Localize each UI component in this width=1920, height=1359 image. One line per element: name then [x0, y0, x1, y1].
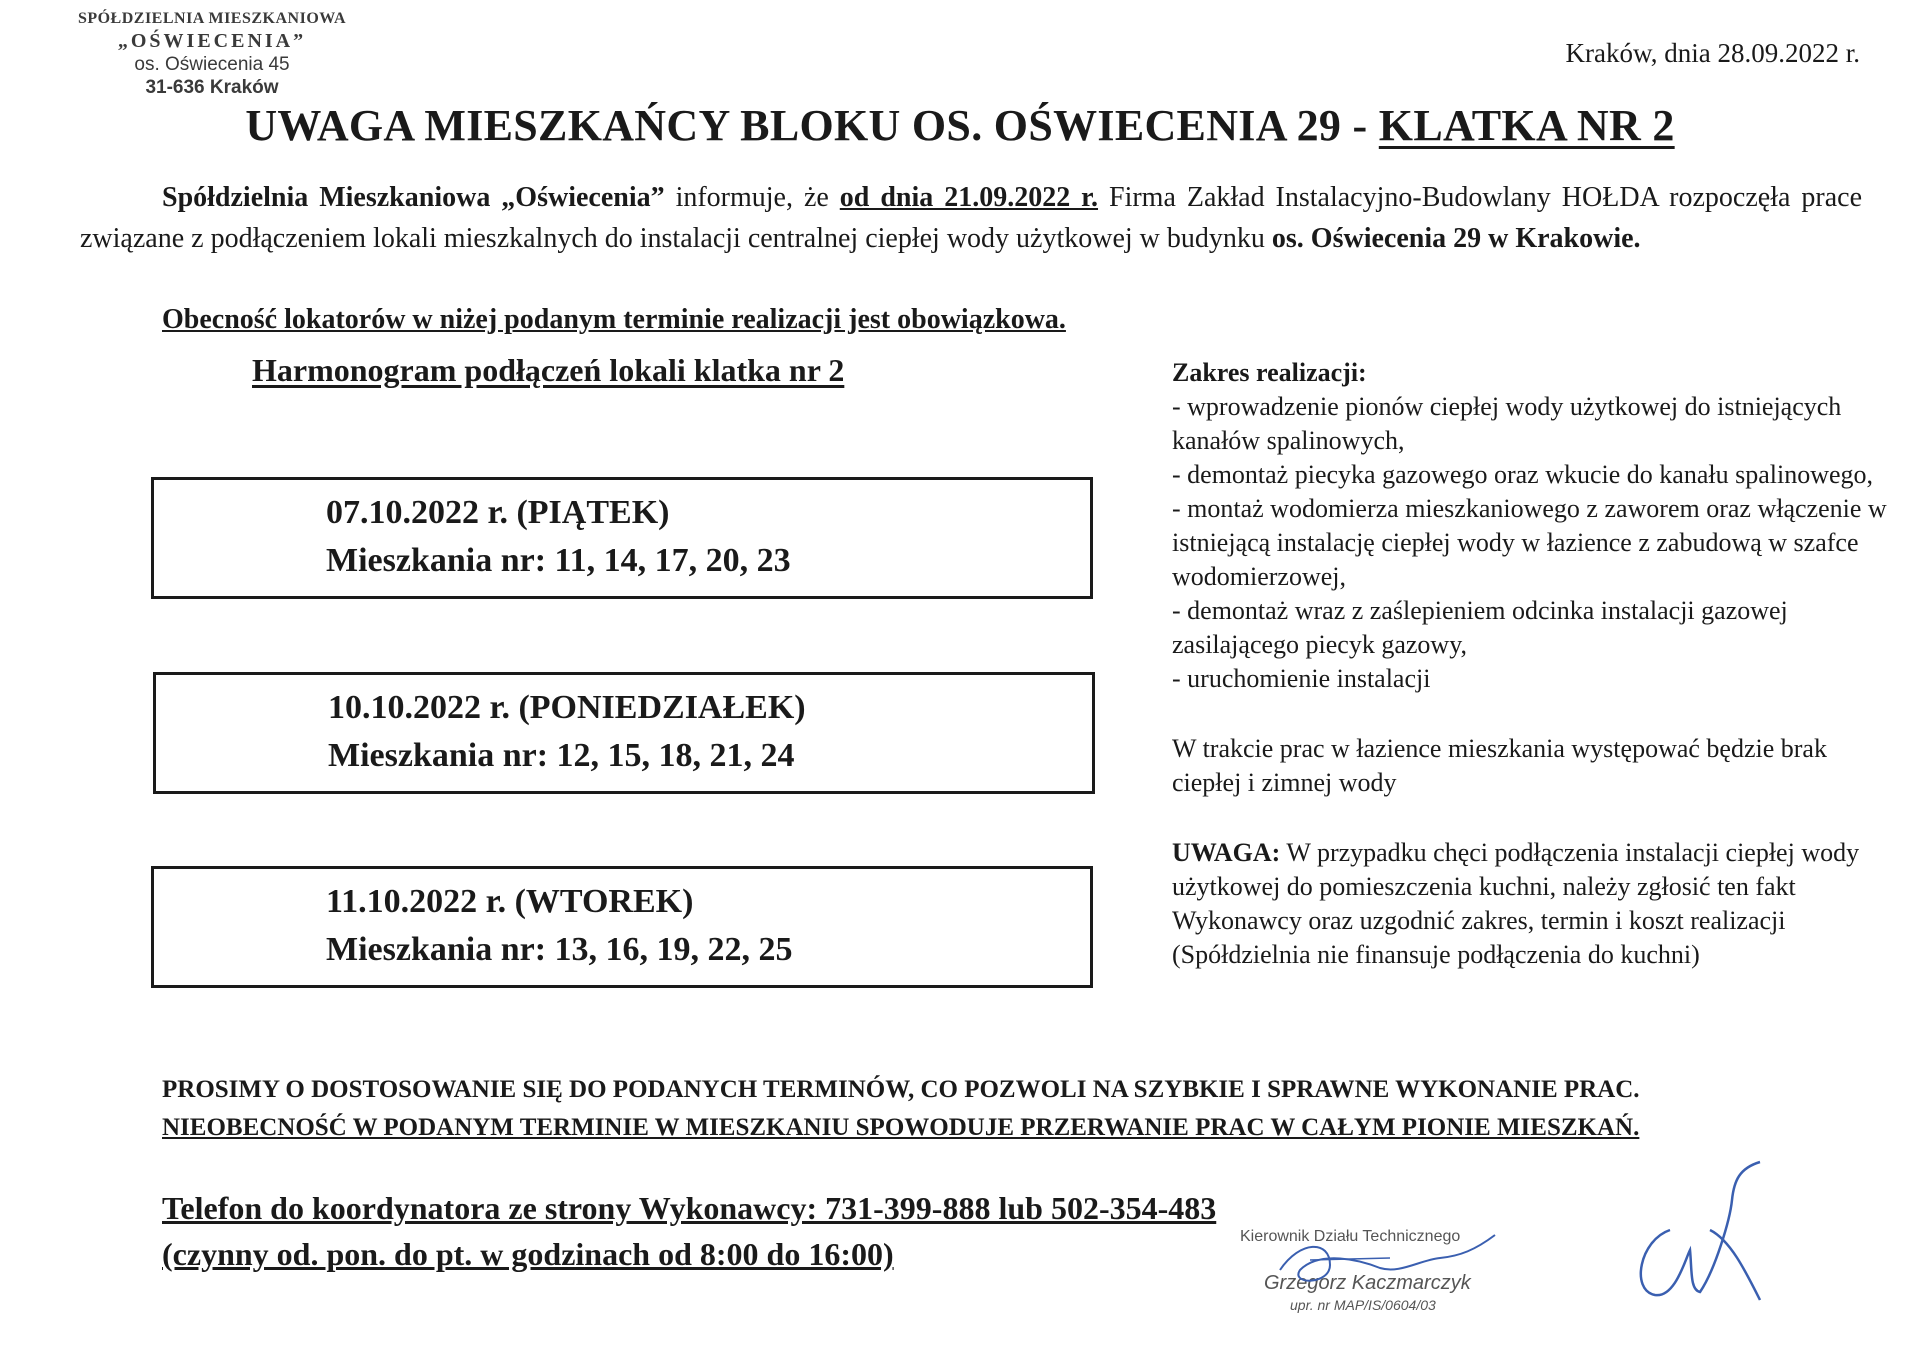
warning-text: W przypadku chęci podłączenia instalacji ciepłej wody użytkowej do pomieszczenia kuchni, należy zgłosić ten fakt Wykonawcy oraz uzgodnić zakres, termin i koszt realizacji (Spółdzielnia nie finansuje podłączenia do kuchni) — [1172, 838, 1860, 969]
scope-heading: Zakres realizacji: — [1172, 358, 1367, 387]
scope-section — [1172, 356, 1892, 972]
scope-item: - montaż wodomierza mieszkaniowego z zaworem oraz włączenie w istniejącą instalację ciepłej wody w łazience z zabudową w szafce wodomierzowej, — [1172, 494, 1887, 591]
intro-text: Firma Zakład Instalacyjno-Budowlany HOŁDA rozpoczęła prace związane z podłączeniem lokali mieszkalnych do instalacji centralnej ciepłej wody użytkowej w budynku — [80, 182, 1862, 254]
scope-item: - uruchomienie instalacji — [1172, 664, 1431, 693]
presence-notice: Obecność lokatorów w niżej podanym terminie realizacji jest obowiązkowa. — [162, 304, 1066, 335]
stamp-line: 31-636 Kraków — [145, 77, 279, 98]
schedule-box — [151, 866, 1093, 988]
intro-start-date: od dnia 21.09.2022 r. — [839, 182, 1099, 213]
warning-label: UWAGA: — [1172, 838, 1281, 867]
scope-warning — [1172, 836, 1892, 972]
signature-name: Grzegorz Kaczmarczyk — [1264, 1272, 1471, 1294]
footer-request: PROSIMY O DOSTOSOWANIE SIĘ DO PODANYCH TERMINÓW, CO POZWOLI NA SZYBKIE I SPRAWNE WYKONANIE PRAC. — [162, 1076, 1640, 1103]
scope-note: W trakcie prac w łazience mieszkania występować będzie brak ciepłej i zimnej wody — [1172, 734, 1827, 797]
scope-item: - demontaż piecyka gazowego oraz wkucie do kanału spalinowego, — [1172, 460, 1874, 489]
stamp-line: SPÓŁDZIELNIA MIESZKANIOWA — [77, 10, 347, 27]
intro-address: os. Oświecenia 29 w Krakowie. — [1271, 223, 1641, 254]
schedule-flats: Mieszkania nr: 13, 16, 19, 22, 25 — [326, 931, 793, 968]
schedule-title: Harmonogram podłączeń lokali klatka nr 2 — [252, 352, 845, 388]
manager-signature — [1270, 1230, 1510, 1300]
intro-paragraph — [80, 177, 1862, 259]
schedule-flats: Mieszkania nr: 11, 14, 17, 20, 23 — [326, 542, 791, 579]
scope-item: - wprowadzenie pionów ciepłej wody użytkowej do istniejących kanałów spalinowych, — [1172, 392, 1842, 455]
title-staircase: KLATKA NR 2 — [1378, 101, 1675, 150]
coordinator-phone: Telefon do koordynatora ze strony Wykonawcy: 731-399-888 lub 502-354-483 — [162, 1190, 1217, 1226]
schedule-date: 10.10.2022 r. (PONIEDZIAŁEK) — [328, 689, 806, 726]
coordinator-hours: (czynny od. pon. do pt. w godzinach od 8:00 do 16:00) — [162, 1236, 894, 1272]
document-date: Kraków, dnia 28.09.2022 r. — [1565, 38, 1860, 68]
page-title — [0, 100, 1920, 151]
chairman-signature — [1620, 1160, 1780, 1320]
scope-item: - demontaż wraz z zaślepieniem odcinka instalacji gazowej zasilającego piecyk gazowy, — [1172, 596, 1788, 659]
cooperative-stamp — [52, 10, 372, 99]
signature-license: upr. nr MAP/IS/0604/03 — [1290, 1297, 1436, 1313]
signature-role: Kierownik Działu Technicznego — [1240, 1228, 1461, 1245]
schedule-date: 11.10.2022 r. (WTOREK) — [326, 883, 694, 920]
stamp-line: os. Oświecenia 45 — [134, 54, 290, 75]
title-main: UWAGA MIESZKAŃCY BLOKU OS. OŚWIECENIA 29 - — [245, 101, 1379, 150]
intro-org: Spółdzielnia Mieszkaniowa „Oświecenia” — [162, 182, 665, 213]
footer-absence-warning: NIEOBECNOŚĆ W PODANYM TERMINIE W MIESZKANIU SPOWODUJE PRZERWANIE PRAC W CAŁYM PIONIE MIESZKAŃ. — [162, 1114, 1640, 1141]
schedule-box — [151, 477, 1093, 599]
schedule-flats: Mieszkania nr: 12, 15, 18, 21, 24 — [328, 737, 795, 774]
intro-text: informuje, że — [664, 182, 840, 213]
schedule-box — [153, 672, 1095, 794]
stamp-line: „OŚWIECENIA” — [117, 30, 307, 52]
schedule-date: 07.10.2022 r. (PIĄTEK) — [326, 494, 670, 531]
